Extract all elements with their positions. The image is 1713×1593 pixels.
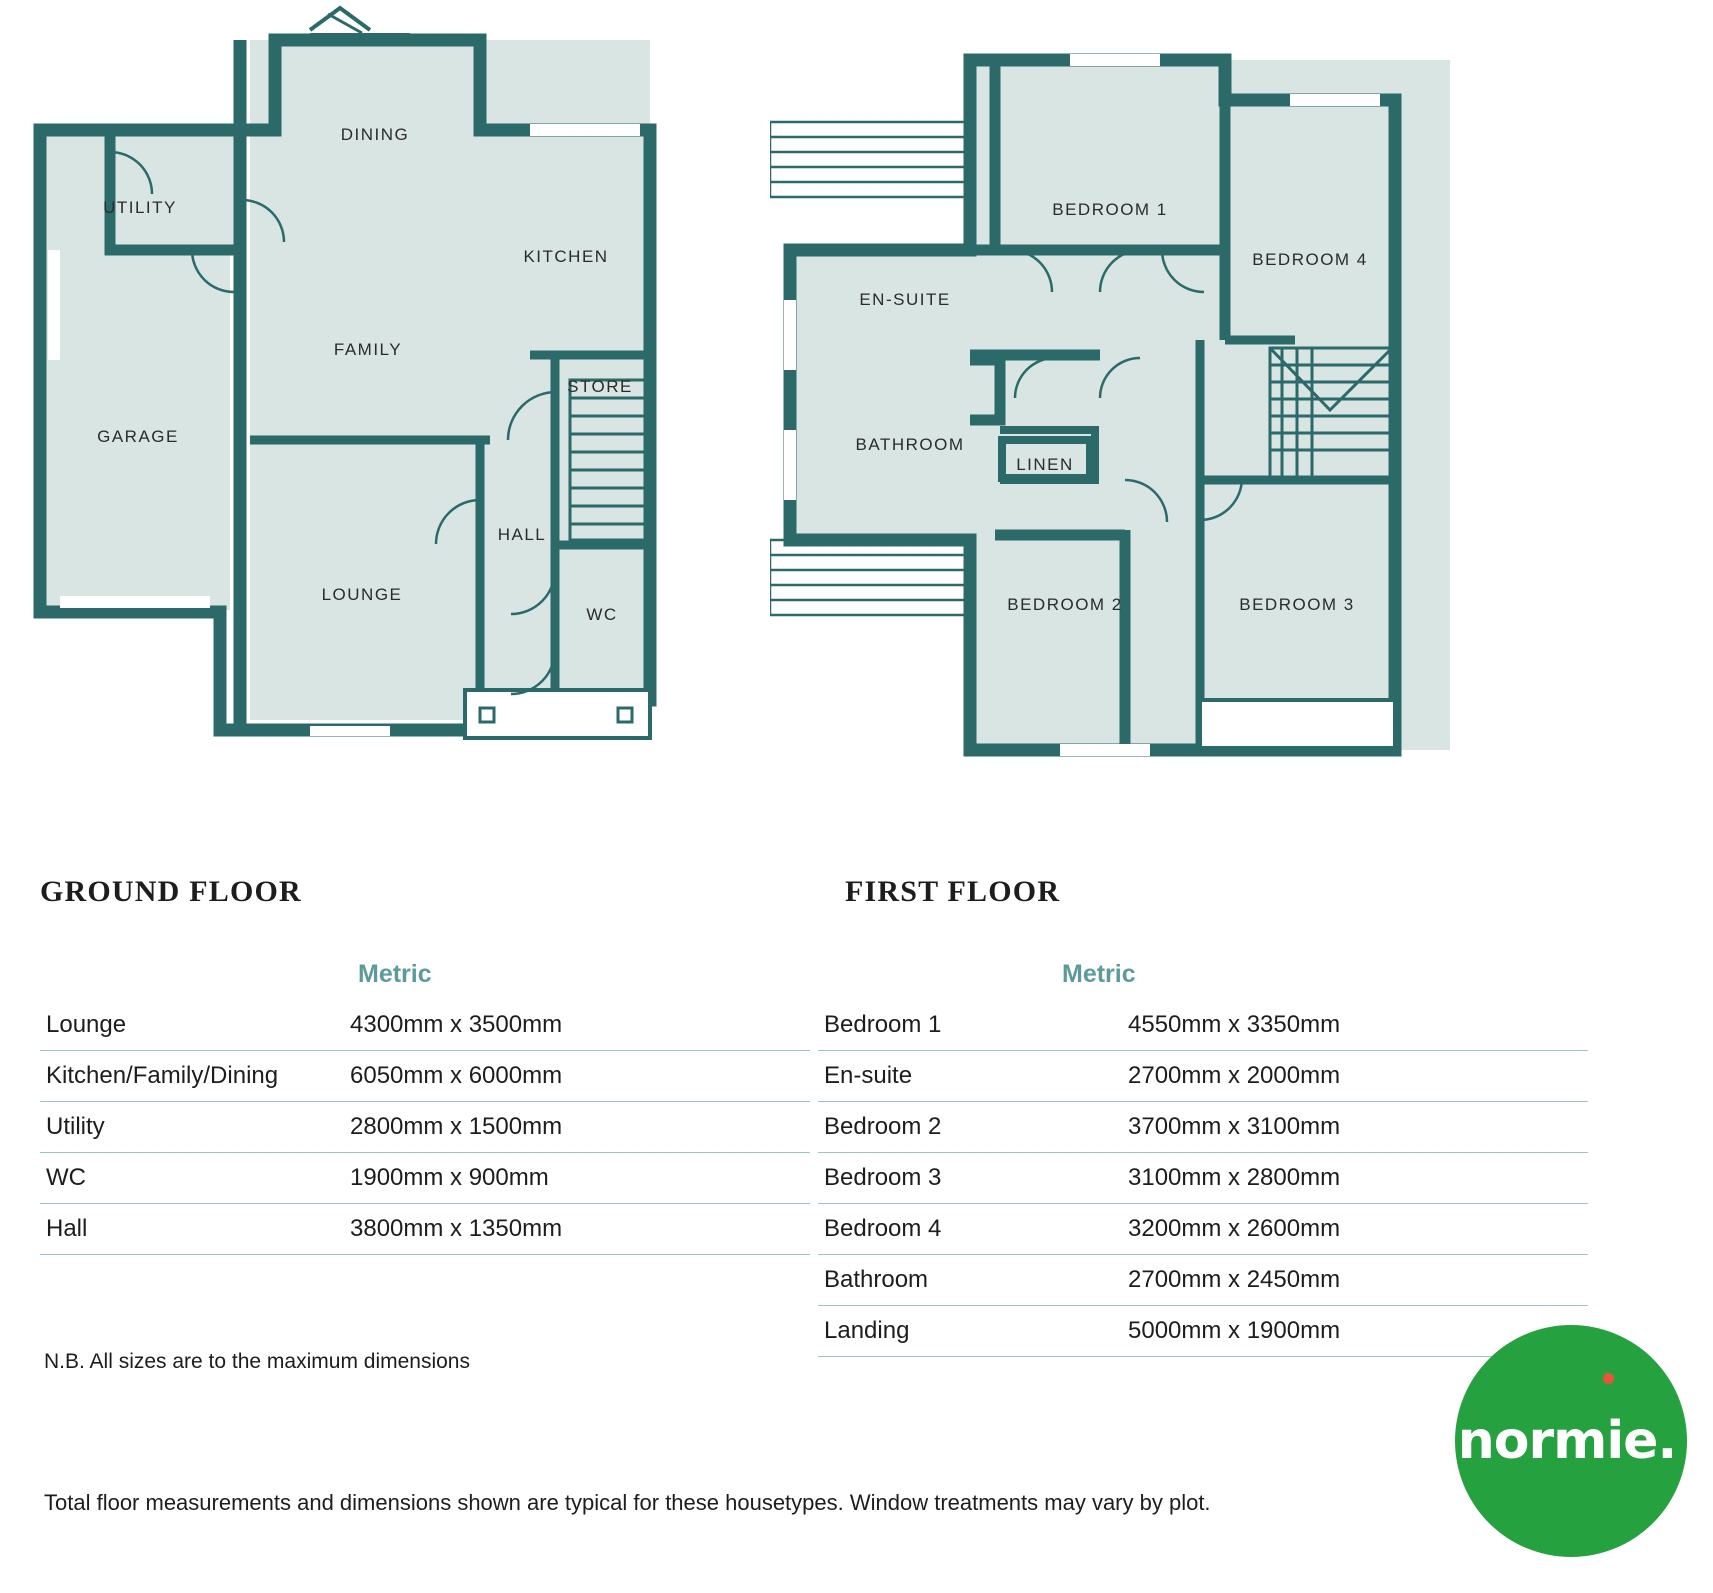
normie-logo <box>1455 1325 1687 1557</box>
room-name: Bedroom 2 <box>818 1102 1128 1153</box>
room-name: En-suite <box>818 1051 1128 1102</box>
table-row <box>40 1102 810 1153</box>
first-floor-plan <box>770 0 1490 800</box>
footer-disclaimer: Total floor measurements and dimensions shown are typical for these housetypes. Window treatments may vary by plot. <box>44 1490 1211 1515</box>
table-row <box>818 1102 1588 1153</box>
plan-label-bedroom1: BEDROOM 1 <box>1052 200 1168 219</box>
room-name: Bedroom 4 <box>818 1204 1128 1255</box>
logo-text: normie. <box>1457 1411 1677 1471</box>
table-row <box>40 1153 810 1204</box>
room-name: Bedroom 3 <box>818 1153 1128 1204</box>
table-row <box>40 1000 810 1051</box>
room-dimension: 2800mm x 1500mm <box>350 1102 810 1153</box>
plan-label-kitchen: KITCHEN <box>523 247 609 266</box>
plan-label-hall: HALL <box>497 525 547 544</box>
table-row <box>818 1255 1588 1306</box>
room-dimension: 5000mm x 1900mm <box>1128 1306 1588 1357</box>
room-dimension: 6050mm x 6000mm <box>350 1051 810 1102</box>
table-row <box>818 1306 1588 1357</box>
room-name: Lounge <box>40 1000 350 1051</box>
ground-metric-header: Metric <box>358 960 432 988</box>
room-name: Utility <box>40 1102 350 1153</box>
room-dimension: 3100mm x 2800mm <box>1128 1153 1588 1204</box>
logo-accent-dot <box>1603 1373 1614 1384</box>
room-dimension: 1900mm x 900mm <box>350 1153 810 1204</box>
room-dimension: 3200mm x 2600mm <box>1128 1204 1588 1255</box>
table-row <box>40 1051 810 1102</box>
plan-label-linen: LINEN <box>1016 455 1074 474</box>
table-row <box>818 1204 1588 1255</box>
room-name: Kitchen/Family/Dining <box>40 1051 350 1102</box>
table-row <box>818 1000 1588 1051</box>
table-row <box>40 1204 810 1255</box>
plan-label-store: STORE <box>567 377 633 396</box>
room-name: Landing <box>818 1306 1128 1357</box>
plan-label-family: FAMILY <box>333 340 403 359</box>
room-name: Bedroom 1 <box>818 1000 1128 1051</box>
plan-label-garage: GARAGE <box>97 427 179 446</box>
room-dimension: 3700mm x 3100mm <box>1128 1102 1588 1153</box>
room-dimension: 4300mm x 3500mm <box>350 1000 810 1051</box>
plan-label-ensuite: EN-SUITE <box>859 290 951 309</box>
room-dimension: 3800mm x 1350mm <box>350 1204 810 1255</box>
room-name: WC <box>40 1153 350 1204</box>
room-name: Hall <box>40 1204 350 1255</box>
first-floor-title: FIRST FLOOR <box>845 875 1061 908</box>
plan-label-dining: DINING <box>340 125 410 144</box>
ground-floor-plan <box>10 0 710 800</box>
plan-label-bedroom3: BEDROOM 3 <box>1239 595 1355 614</box>
room-dimension: 4550mm x 3350mm <box>1128 1000 1588 1051</box>
room-dimension: 2700mm x 2000mm <box>1128 1051 1588 1102</box>
plan-label-bedroom2: BEDROOM 2 <box>1007 595 1123 614</box>
ground-floor-title: GROUND FLOOR <box>40 875 302 908</box>
room-name: Bathroom <box>818 1255 1128 1306</box>
plan-label-bedroom4: BEDROOM 4 <box>1252 250 1368 269</box>
ground-floor-dimensions-table <box>40 1000 810 1255</box>
table-row <box>818 1051 1588 1102</box>
plan-label-lounge: LOUNGE <box>321 585 403 604</box>
plan-label-utility: UTILITY <box>103 198 177 217</box>
plan-label-bathroom: BATHROOM <box>855 435 965 454</box>
first-floor-dimensions-table <box>818 1000 1588 1357</box>
room-dimension: 2700mm x 2450mm <box>1128 1255 1588 1306</box>
plan-label-wc: WC <box>586 605 618 624</box>
table-row <box>818 1153 1588 1204</box>
nb-note: N.B. All sizes are to the maximum dimensions <box>44 1350 470 1373</box>
first-metric-header: Metric <box>1062 960 1136 988</box>
